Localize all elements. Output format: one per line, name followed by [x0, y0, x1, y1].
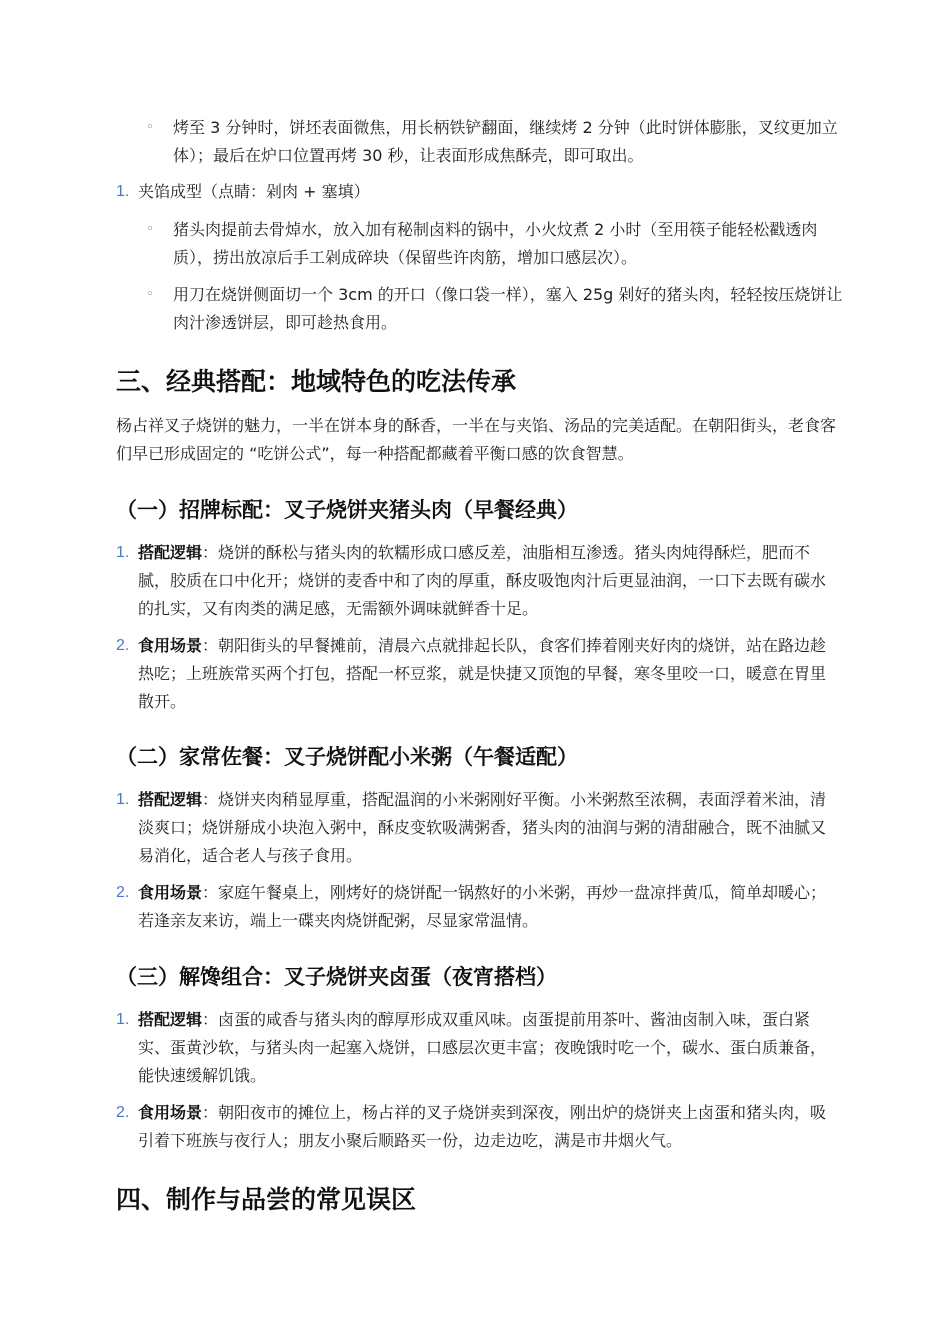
step-bullet-stuffing: 用刀在烧饼侧面切一个 3cm 的开口（像口袋一样），塞入 25g 剁好的猪头肉，轻轻按压烧饼让肉汁渗透饼层，即可趁热食用。	[173, 285, 843, 332]
bullet-marker: ◦	[146, 222, 154, 237]
subsection-1-heading: （一）招牌标配：叉子烧饼夹猪头肉（早餐经典）	[116, 498, 578, 522]
item-text: ：卤蛋的咸香与猪头肉的醇厚形成双重风味。卤蛋提前用茶叶、酱油卤制入味，蛋白紧实、蛋黄沙软，与猪头肉一起塞入烧饼，口感层次更丰富；夜晚饿时吃一个，碳水、蛋白质兼备，能快速缓解饥饿。	[138, 1010, 827, 1085]
list-item-eating-scene	[138, 879, 838, 935]
item-text: ：朝阳街头的早餐摊前，清晨六点就排起长队，食客们捧着刚夹好肉的烧饼，站在路边趁热吃；上班族常买两个打包，搭配一杯豆浆，就是快捷又顶饱的早餐，寒冬里咬一口，暖意在胃里散开。	[138, 636, 827, 711]
step-bullet-pork-prep: 猪头肉提前去骨焯水，放入加有秘制卤料的锅中，小火炆煮 2 小时（至用筷子能轻松戳透肉质），捞出放凉后手工剁成碎块（保留些许肉筋，增加口感层次）。	[173, 220, 818, 267]
list-number: 2.	[116, 884, 130, 901]
item-label: 食用场景	[138, 1103, 203, 1122]
item-label: 搭配逻辑	[138, 543, 203, 562]
item-label: 食用场景	[138, 883, 203, 902]
bullet-marker: ◦	[146, 120, 154, 135]
list-item-pairing-logic	[138, 539, 838, 623]
item-text: ：朝阳夜市的摊位上，杨占祥的叉子烧饼卖到深夜，刚出炉的烧饼夹上卤蛋和猪头肉，吸引着下班族与夜行人；朋友小聚后顺路买一份，边走边吃，满是市井烟火气。	[138, 1103, 827, 1150]
list-item-eating-scene	[138, 632, 838, 716]
list-number: 2.	[116, 637, 130, 654]
list-number: 1.	[116, 791, 130, 808]
item-text: ：烧饼夹肉稍显厚重，搭配温润的小米粥刚好平衡。小米粥熬至浓稠，表面浮着米油，清淡爽口；烧饼掰成小块泡入粥中，酥皮变软吸满粥香，猪头肉的油润与粥的清甜融合，既不油腻又易消化，适合老人与孩子食用。	[138, 790, 827, 865]
item-label: 搭配逻辑	[138, 1010, 203, 1029]
item-label: 食用场景	[138, 636, 203, 655]
list-number: 2.	[116, 1104, 130, 1121]
list-item-pairing-logic	[138, 786, 838, 870]
list-number: 1.	[116, 183, 130, 200]
bullet-marker: ◦	[146, 287, 154, 302]
list-number: 1.	[116, 1011, 130, 1028]
subsection-3-heading: （三）解馋组合：叉子烧饼夹卤蛋（夜宵搭档）	[116, 965, 557, 989]
item-text: ：烧饼的酥松与猪头肉的软糯形成口感反差，油脂相互渗透。猪头肉炖得酥烂，肥而不腻，胶质在口中化开；烧饼的麦香中和了肉的厚重，酥皮吸饱肉汁后更显油润，一口下去既有碳水的扎实，又有肉类的满足感，无需额外调味就鲜香十足。	[138, 543, 827, 618]
subsection-2-heading: （二）家常佐餐：叉子烧饼配小米粥（午餐适配）	[116, 745, 578, 769]
section-3-heading: 三、经典搭配：地域特色的吃法传承	[116, 367, 517, 396]
list-number: 1.	[116, 544, 130, 561]
list-item-pairing-logic	[138, 1006, 838, 1090]
section-4-heading: 四、制作与品尝的常见误区	[116, 1185, 417, 1214]
section-3-intro: 杨占祥叉子烧饼的魅力，一半在饼本身的酥香，一半在与夹馅、汤品的完美适配。在朝阳街头，老食客们早已形成固定的 “吃饼公式”，每一种搭配都藏着平衡口感的饮食智慧。	[116, 416, 837, 463]
item-label: 搭配逻辑	[138, 790, 203, 809]
item-text: ：家庭午餐桌上，刚烤好的烧饼配一锅熬好的小米粥，再炒一盘凉拌黄瓜，简单却暖心；若逢亲友来访，端上一碟夹肉烧饼配粥，尽显家常温情。	[138, 883, 827, 930]
step-title-filling: 夹馅成型（点睛：剁肉 + 塞填）	[138, 182, 370, 201]
step-bullet-bake-flip: 烤至 3 分钟时，饼坯表面微焦，用长柄铁铲翻面，继续烤 2 分钟（此时饼体膨胀，叉纹更加立体）；最后在炉口位置再烤 30 秒，让表面形成焦酥壳，即可取出。	[173, 118, 838, 165]
list-item-eating-scene	[138, 1099, 838, 1155]
